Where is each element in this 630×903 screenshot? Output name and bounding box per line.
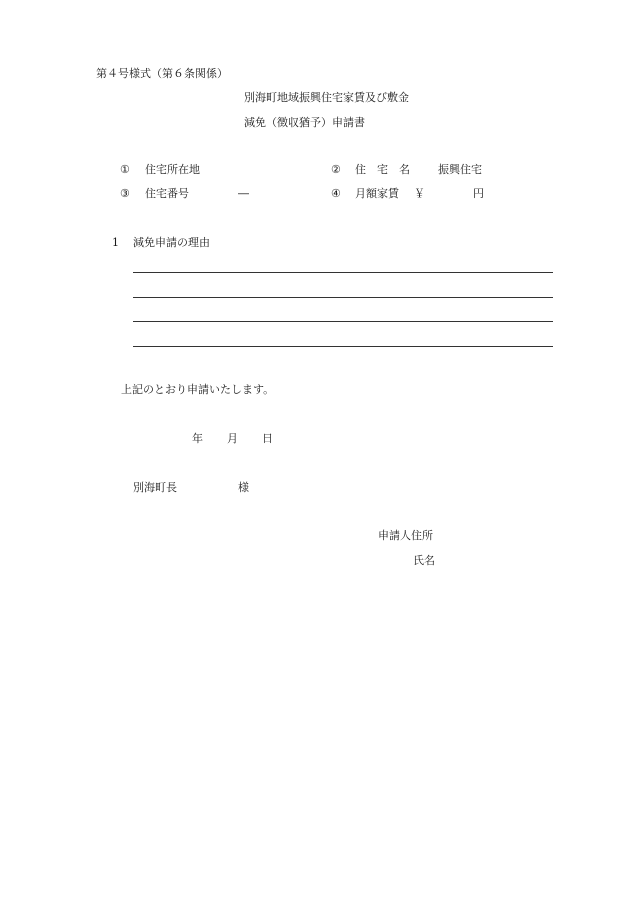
form-title-line2: 減免（徴収猶予）申請書 [244,116,365,129]
reason-line[interactable] [133,297,553,298]
yen-symbol: ￥ [414,187,425,200]
item1-value[interactable] [215,163,315,177]
addressee-honorific: 様 [238,481,249,494]
item2-value[interactable]: 振興住宅 [438,163,482,176]
item4-label: 月額家賃 [355,187,399,200]
item4-marker: ④ [331,187,341,200]
item2-label: 住 宅 名 [355,163,410,176]
item1-marker: ① [120,163,130,176]
date-day-label: 日 [262,432,273,445]
form-title-line1: 別海町地域振興住宅家賃及び敷金 [244,91,409,104]
date-year-label: 年 [192,432,203,445]
item3-marker: ③ [120,187,130,200]
addressee-name: 別海町長 [133,481,177,494]
declaration: 上記のとおり申請いたします。 [121,383,275,396]
item1-label: 住宅所在地 [145,163,200,176]
item2-marker: ② [331,163,341,176]
date-month-label: 月 [227,432,238,445]
form-number: 第４号様式（第６条関係） [96,67,228,80]
reason-line[interactable] [133,346,553,347]
reason-line[interactable] [133,272,553,273]
yen-unit: 円 [473,187,484,200]
applicant-name-label: 氏名 [413,554,435,567]
rent-amount-field[interactable] [428,187,470,201]
applicant-address-label: 申請人住所 [378,529,433,542]
section1-label: 減免申請の理由 [133,236,210,249]
section1-number: 1 [112,236,119,249]
reason-line[interactable] [133,321,553,322]
item3-label: 住宅番号 [145,187,189,200]
item3-value[interactable]: ― [238,187,249,200]
